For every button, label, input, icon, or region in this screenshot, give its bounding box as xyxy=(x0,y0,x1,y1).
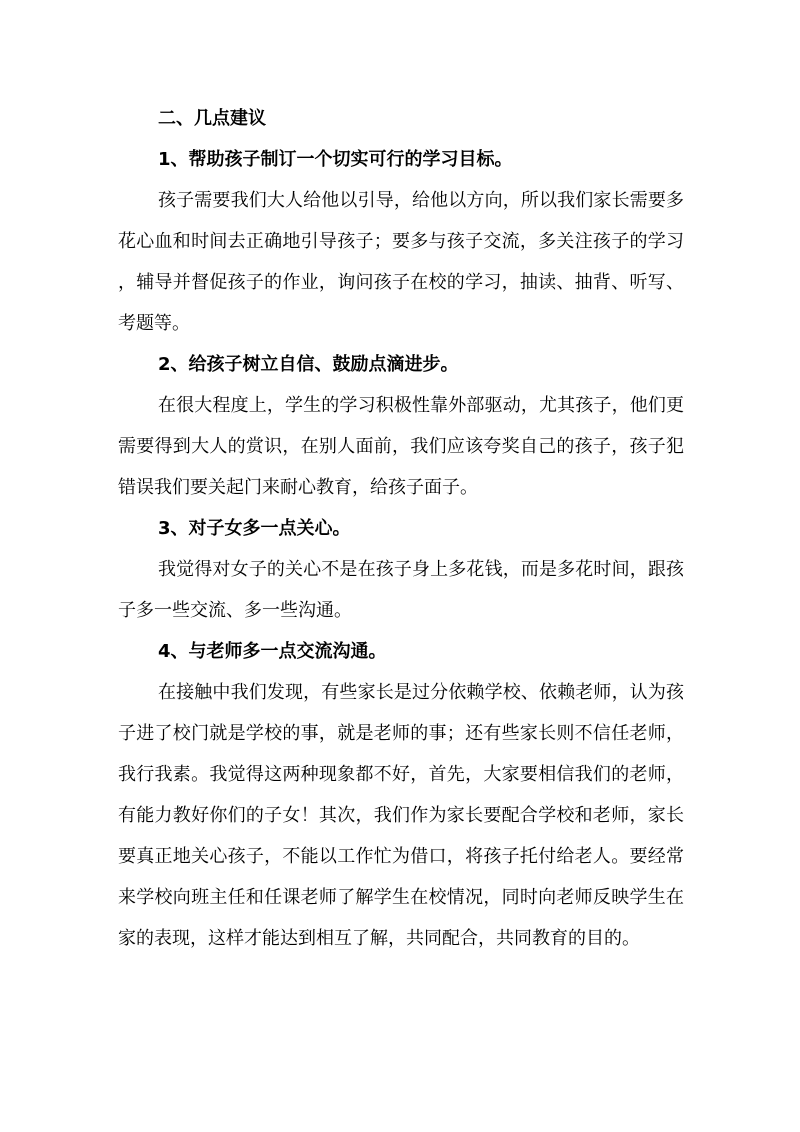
item-1-heading: 1、帮助孩子制订一个切实可行的学习目标。 xyxy=(158,149,513,170)
item-3-paragraph: 我觉得对女子的关心不是在孩子身上多花钱，而是多花时间，跟孩子多一些交流、多一些沟通。 xyxy=(118,559,684,621)
item-2-paragraph: 在很大程度上，学生的学习积极性靠外部驱动，尤其孩子，他们更需要得到大人的赏识，在别人面前，我们应该夸奖自己的孩子，孩子犯错误我们要关起门来耐心教育，给孩子面子。 xyxy=(118,395,684,498)
section-title: 二、几点建议 xyxy=(158,108,266,129)
item-1-paragraph: 孩子需要我们大人给他以引导，给他以方向，所以我们家长需要多花心血和时间去正确地引导孩子；要多与孩子交流，多关注孩子的学习，辅导并督促孩子的作业，询问孩子在校的学习，抽读、抽背、听写、考题等。 xyxy=(118,190,684,334)
item-3-heading: 3、对子女多一点关心。 xyxy=(158,518,351,539)
item-2-heading: 2、给孩子树立自信、鼓励点滴进步。 xyxy=(158,354,459,375)
item-4-paragraph: 在接触中我们发现，有些家长是过分依赖学校、依赖老师，认为孩子进了校门就是学校的事，就是老师的事；还有些家长则不信任老师，我行我素。我觉得这两种现象都不好，首先，大家要相信我们的老师，有能力教好你们的子女！其次，我们作为家长要配合学校和老师，家长要真正地关心孩子，不能以工作忙为借口，将孩子托付给老人。要经常来学校向班主任和任课老师了解学生在校情况，同时向老师反映学生在家的表现，这样才能达到相互了解，共同配合，共同教育的目的。 xyxy=(118,682,684,949)
item-4-heading: 4、与老师多一点交流沟通。 xyxy=(158,641,387,662)
document-body xyxy=(118,98,684,959)
